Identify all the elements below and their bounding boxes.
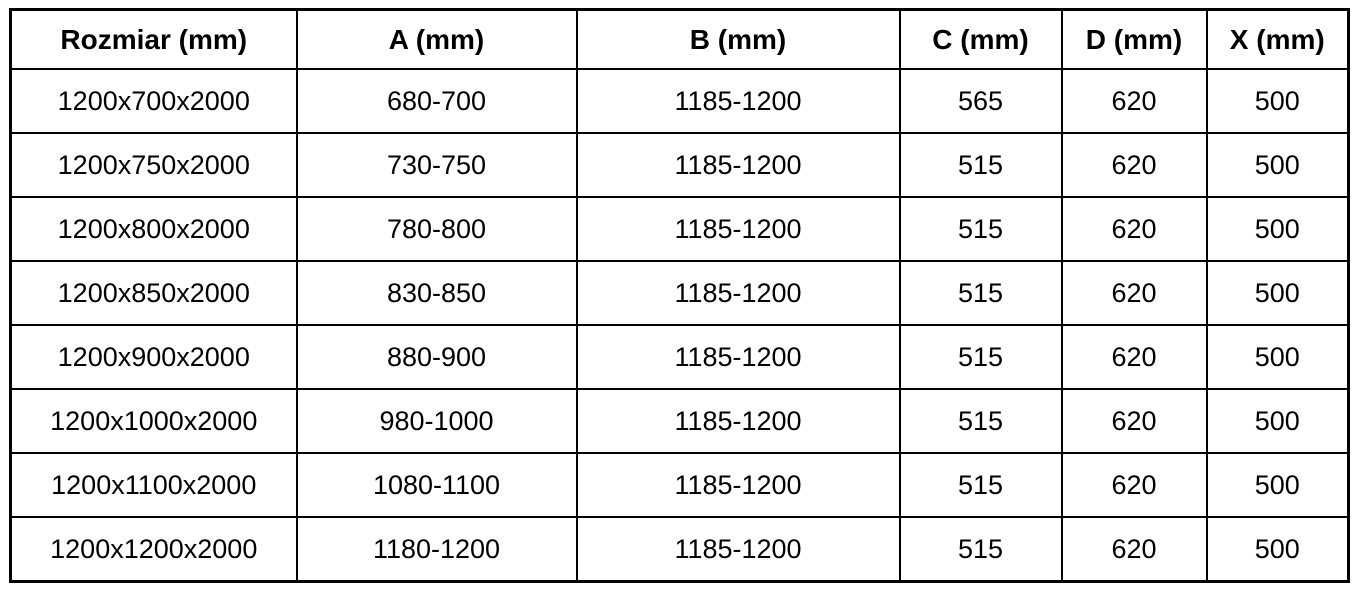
table-cell: 500 xyxy=(1207,325,1349,389)
table-cell: 1200x1200x2000 xyxy=(11,517,297,582)
table-cell: 1180-1200 xyxy=(297,517,577,582)
table-cell: 1200x750x2000 xyxy=(11,133,297,197)
table-cell: 1200x900x2000 xyxy=(11,325,297,389)
table-cell: 1185-1200 xyxy=(577,69,900,133)
table-cell: 500 xyxy=(1207,69,1349,133)
table-cell: 1185-1200 xyxy=(577,133,900,197)
table-cell: 1200x700x2000 xyxy=(11,69,297,133)
table-cell: 1185-1200 xyxy=(577,325,900,389)
table-cell: 515 xyxy=(900,261,1062,325)
table-cell: 620 xyxy=(1062,325,1207,389)
table-cell: 1200x1000x2000 xyxy=(11,389,297,453)
header-cell-0: Rozmiar (mm) xyxy=(11,10,297,70)
header-cell-2: B (mm) xyxy=(577,10,900,70)
table-cell: 500 xyxy=(1207,389,1349,453)
table-cell: 1185-1200 xyxy=(577,453,900,517)
table-cell: 1200x1100x2000 xyxy=(11,453,297,517)
table-cell: 500 xyxy=(1207,197,1349,261)
table-cell: 620 xyxy=(1062,389,1207,453)
table-cell: 515 xyxy=(900,133,1062,197)
table-cell: 620 xyxy=(1062,133,1207,197)
table-row xyxy=(11,261,1349,325)
table-cell: 500 xyxy=(1207,453,1349,517)
table-row xyxy=(11,197,1349,261)
table-cell: 880-900 xyxy=(297,325,577,389)
header-cell-3: C (mm) xyxy=(900,10,1062,70)
table-cell: 1200x850x2000 xyxy=(11,261,297,325)
table-cell: 565 xyxy=(900,69,1062,133)
table-cell: 1185-1200 xyxy=(577,517,900,582)
table-cell: 1185-1200 xyxy=(577,261,900,325)
table-cell: 1200x800x2000 xyxy=(11,197,297,261)
table-cell: 680-700 xyxy=(297,69,577,133)
table-cell: 620 xyxy=(1062,197,1207,261)
table-cell: 515 xyxy=(900,453,1062,517)
header-cell-4: D (mm) xyxy=(1062,10,1207,70)
table-cell: 515 xyxy=(900,325,1062,389)
table-cell: 500 xyxy=(1207,261,1349,325)
table-row xyxy=(11,517,1349,582)
header-cell-1: A (mm) xyxy=(297,10,577,70)
table-cell: 515 xyxy=(900,389,1062,453)
table-cell: 980-1000 xyxy=(297,389,577,453)
table-row xyxy=(11,69,1349,133)
table-cell: 830-850 xyxy=(297,261,577,325)
table-cell: 515 xyxy=(900,197,1062,261)
table-cell: 730-750 xyxy=(297,133,577,197)
dimensions-table-container xyxy=(9,8,1350,583)
table-cell: 500 xyxy=(1207,133,1349,197)
table-cell: 500 xyxy=(1207,517,1349,582)
table-cell: 1185-1200 xyxy=(577,389,900,453)
table-cell: 620 xyxy=(1062,261,1207,325)
table-body xyxy=(11,69,1349,582)
table-row xyxy=(11,389,1349,453)
header-cell-5: X (mm) xyxy=(1207,10,1349,70)
table-cell: 1185-1200 xyxy=(577,197,900,261)
table-row xyxy=(11,325,1349,389)
table-cell: 780-800 xyxy=(297,197,577,261)
table-cell: 515 xyxy=(900,517,1062,582)
table-cell: 620 xyxy=(1062,517,1207,582)
header-row xyxy=(11,10,1349,70)
table-header-row-group xyxy=(11,10,1349,70)
dimensions-table xyxy=(9,8,1350,583)
table-cell: 1080-1100 xyxy=(297,453,577,517)
table-cell: 620 xyxy=(1062,69,1207,133)
table-row xyxy=(11,133,1349,197)
table-row xyxy=(11,453,1349,517)
table-cell: 620 xyxy=(1062,453,1207,517)
